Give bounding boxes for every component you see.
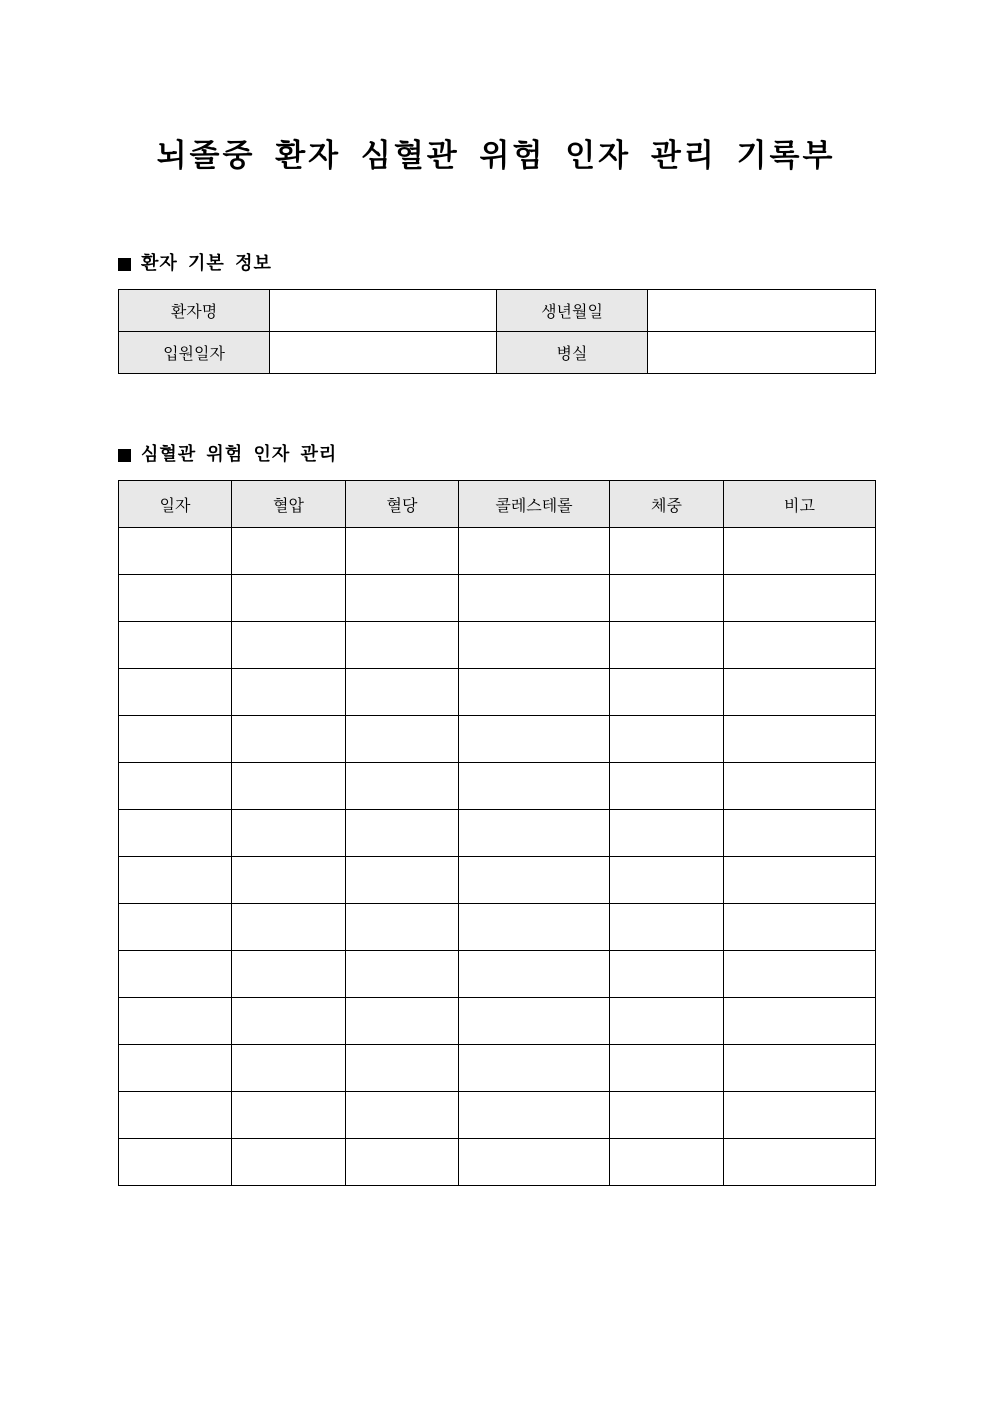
table-cell[interactable] (119, 716, 232, 763)
table-cell[interactable] (346, 951, 459, 998)
table-cell[interactable] (459, 810, 610, 857)
table-row (119, 1139, 876, 1186)
risk-factors-heading-text: 심혈관 위험 인자 관리 (141, 444, 338, 465)
table-cell[interactable] (610, 669, 724, 716)
patient-info-row (119, 332, 876, 374)
table-cell[interactable] (724, 951, 876, 998)
table-row (119, 716, 876, 763)
table-row (119, 669, 876, 716)
patient-info-row (119, 290, 876, 332)
table-cell[interactable] (232, 575, 346, 622)
table-row (119, 904, 876, 951)
patient-info-heading-text: 환자 기본 정보 (141, 253, 272, 274)
table-cell[interactable] (119, 810, 232, 857)
table-cell[interactable] (459, 857, 610, 904)
patient-info-label: 병실 (497, 332, 648, 374)
table-cell[interactable] (610, 810, 724, 857)
patient-info-label: 입원일자 (119, 332, 270, 374)
table-cell[interactable] (724, 575, 876, 622)
table-cell[interactable] (724, 528, 876, 575)
table-cell[interactable] (119, 951, 232, 998)
table-cell[interactable] (724, 904, 876, 951)
table-cell[interactable] (119, 763, 232, 810)
table-cell[interactable] (610, 1139, 724, 1186)
table-cell[interactable] (232, 669, 346, 716)
column-header: 일자 (119, 481, 232, 528)
table-cell[interactable] (724, 669, 876, 716)
table-cell[interactable] (232, 1092, 346, 1139)
table-cell[interactable] (610, 716, 724, 763)
table-cell[interactable] (610, 857, 724, 904)
table-cell[interactable] (459, 951, 610, 998)
table-cell[interactable] (610, 528, 724, 575)
table-cell[interactable] (459, 575, 610, 622)
table-row (119, 1092, 876, 1139)
table-cell[interactable] (232, 1045, 346, 1092)
table-cell[interactable] (119, 528, 232, 575)
table-cell[interactable] (119, 904, 232, 951)
table-cell[interactable] (724, 1139, 876, 1186)
column-header: 혈당 (346, 481, 459, 528)
column-header: 비고 (724, 481, 876, 528)
table-cell[interactable] (119, 1045, 232, 1092)
table-cell[interactable] (459, 763, 610, 810)
table-cell[interactable] (232, 716, 346, 763)
column-header: 체중 (610, 481, 724, 528)
table-cell[interactable] (724, 1045, 876, 1092)
table-cell[interactable] (119, 1092, 232, 1139)
table-cell[interactable] (232, 998, 346, 1045)
table-cell[interactable] (232, 528, 346, 575)
patient-info-value[interactable] (270, 332, 497, 374)
column-header: 콜레스테롤 (459, 481, 610, 528)
table-cell[interactable] (119, 575, 232, 622)
table-cell[interactable] (346, 810, 459, 857)
patient-info-label: 환자명 (119, 290, 270, 332)
table-cell[interactable] (459, 669, 610, 716)
table-cell[interactable] (610, 998, 724, 1045)
table-cell[interactable] (610, 1092, 724, 1139)
table-cell[interactable] (232, 857, 346, 904)
table-cell[interactable] (346, 1092, 459, 1139)
table-cell[interactable] (610, 951, 724, 998)
table-cell[interactable] (232, 904, 346, 951)
table-row (119, 528, 876, 575)
table-cell[interactable] (459, 716, 610, 763)
table-cell[interactable] (459, 528, 610, 575)
table-cell[interactable] (119, 998, 232, 1045)
table-row (119, 763, 876, 810)
patient-info-value[interactable] (270, 290, 497, 332)
table-cell[interactable] (232, 763, 346, 810)
table-cell[interactable] (346, 669, 459, 716)
column-header: 혈압 (232, 481, 346, 528)
patient-info-table (118, 289, 876, 374)
table-cell[interactable] (346, 716, 459, 763)
table-cell[interactable] (346, 763, 459, 810)
table-cell[interactable] (459, 998, 610, 1045)
table-cell[interactable] (610, 904, 724, 951)
table-cell[interactable] (346, 1045, 459, 1092)
table-cell[interactable] (724, 998, 876, 1045)
table-cell[interactable] (232, 1139, 346, 1186)
table-cell[interactable] (119, 1139, 232, 1186)
table-cell[interactable] (724, 1092, 876, 1139)
table-cell[interactable] (610, 622, 724, 669)
table-cell[interactable] (346, 1139, 459, 1186)
table-cell[interactable] (232, 622, 346, 669)
table-cell[interactable] (232, 810, 346, 857)
patient-info-value[interactable] (648, 332, 876, 374)
table-cell[interactable] (119, 622, 232, 669)
table-cell[interactable] (459, 1139, 610, 1186)
risk-factors-table (118, 480, 876, 1186)
table-row (119, 998, 876, 1045)
table-cell[interactable] (724, 810, 876, 857)
table-cell[interactable] (346, 904, 459, 951)
table-row (119, 951, 876, 998)
patient-info-heading (118, 252, 272, 276)
table-cell[interactable] (346, 622, 459, 669)
table-header-row (119, 481, 876, 528)
table-cell[interactable] (610, 1045, 724, 1092)
table-cell[interactable] (724, 716, 876, 763)
table-cell[interactable] (346, 857, 459, 904)
table-cell[interactable] (119, 857, 232, 904)
table-cell[interactable] (232, 951, 346, 998)
page-title: 뇌졸중 환자 심혈관 위험 인자 관리 기록부 (156, 138, 836, 174)
patient-info-value[interactable] (648, 290, 876, 332)
table-cell[interactable] (724, 622, 876, 669)
table-cell[interactable] (459, 1092, 610, 1139)
table-cell[interactable] (724, 857, 876, 904)
table-cell[interactable] (346, 998, 459, 1045)
square-bullet-icon (118, 449, 131, 462)
table-cell[interactable] (459, 904, 610, 951)
table-cell[interactable] (119, 669, 232, 716)
table-cell[interactable] (610, 763, 724, 810)
table-cell[interactable] (459, 622, 610, 669)
table-row (119, 622, 876, 669)
table-cell[interactable] (346, 575, 459, 622)
square-bullet-icon (118, 258, 131, 271)
table-cell[interactable] (346, 528, 459, 575)
table-row (119, 1045, 876, 1092)
table-row (119, 575, 876, 622)
patient-info-label: 생년월일 (497, 290, 648, 332)
table-cell[interactable] (610, 575, 724, 622)
table-cell[interactable] (459, 1045, 610, 1092)
table-row (119, 810, 876, 857)
table-row (119, 857, 876, 904)
risk-factors-heading (118, 443, 337, 467)
table-cell[interactable] (724, 763, 876, 810)
